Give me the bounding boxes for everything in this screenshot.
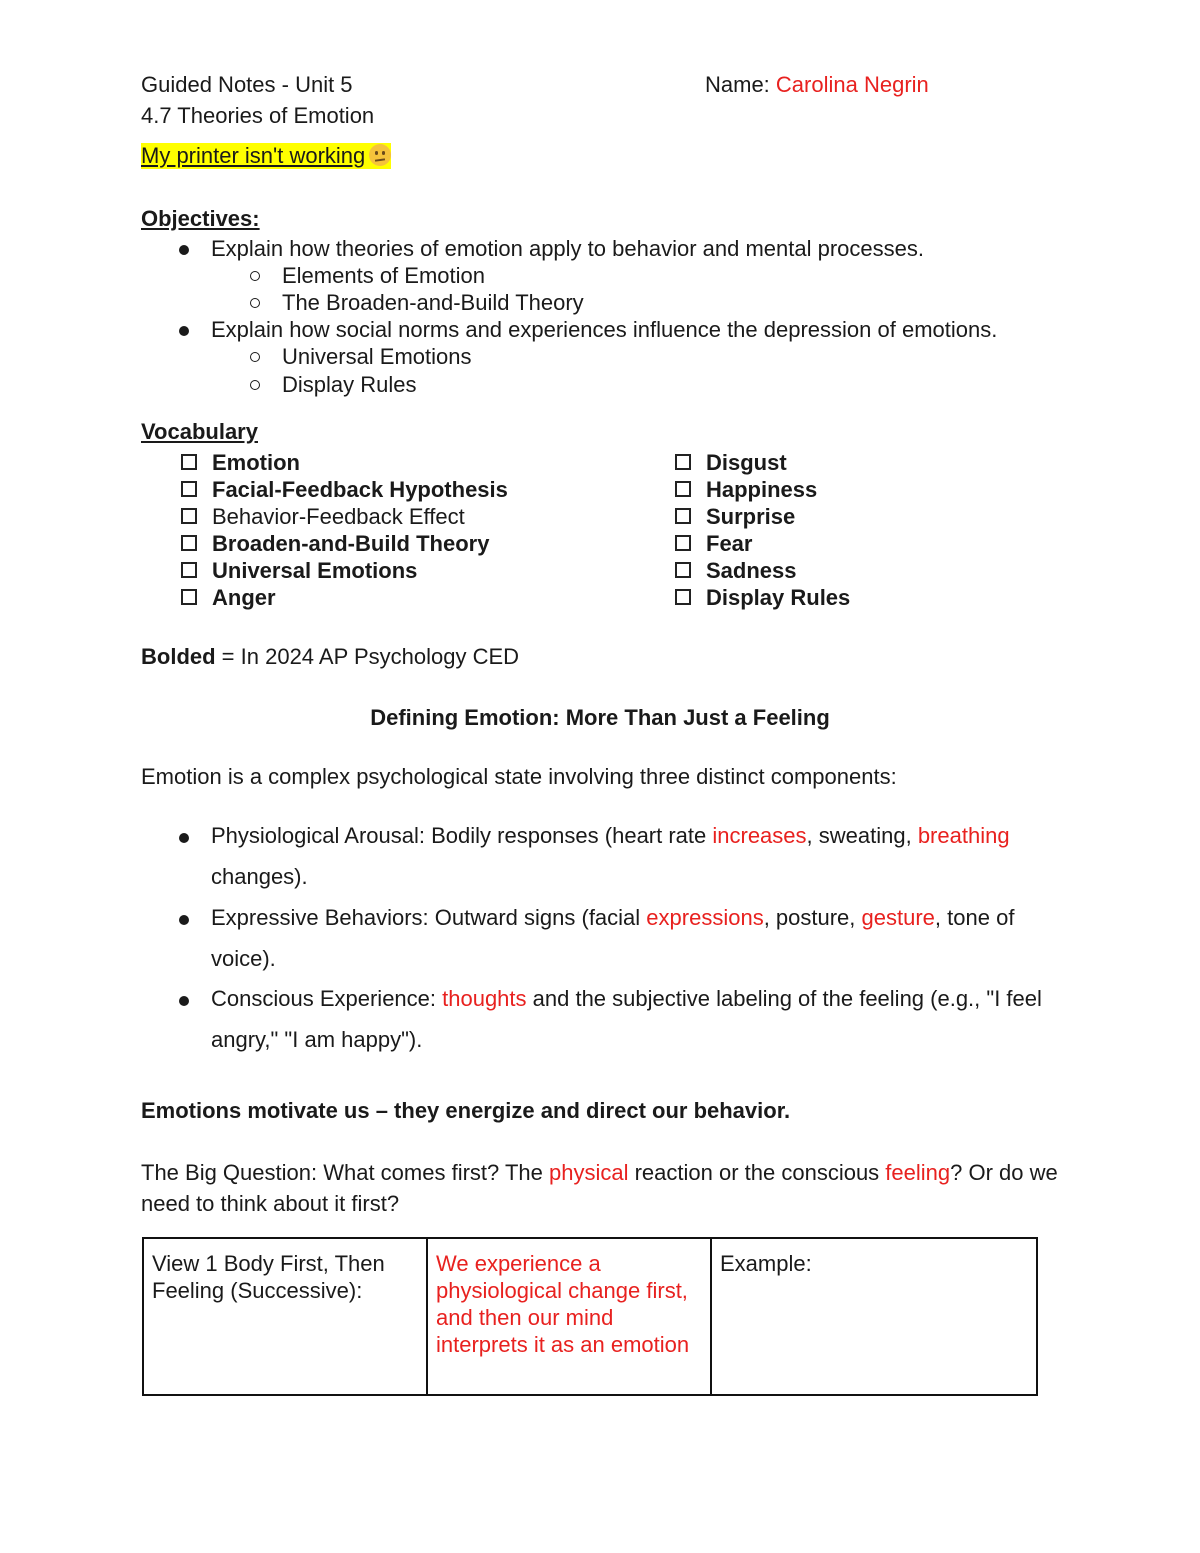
doc-subtitle: 4.7 Theories of Emotion [141,103,375,128]
view-label-cell: View 1 Body First, Then Feeling (Successive): [143,1238,427,1395]
bullet-icon [179,833,189,843]
bullet-icon [179,915,189,925]
vocab-checkbox[interactable] [675,589,691,605]
vocab-term: Display Rules [706,585,851,610]
question-text: ? Or do we need to think about it first? [141,1160,1058,1216]
answer-text: breathing [917,823,1010,848]
vocab-term: Anger [212,585,276,610]
sub-bullet-icon [250,352,260,362]
component-item [211,815,1061,897]
vocab-term: Disgust [706,450,787,475]
vocab-checkbox[interactable] [181,589,197,605]
vocabulary-heading: Vocabulary [141,419,258,444]
answer-text: increases [712,823,807,848]
name-label: Name: [705,72,770,97]
bold-legend [141,644,519,670]
vocab-term: Behavior-Feedback Effect [212,504,465,529]
component-text: Expressive Behaviors: Outward signs (facial [211,905,647,930]
answer-text: feeling [885,1160,951,1185]
component-item [211,978,1061,1060]
vocab-term: Facial-Feedback Hypothesis [212,477,508,502]
vocab-checkbox[interactable] [181,535,197,551]
component-text: , posture, [763,905,862,930]
table-row [143,1238,1037,1395]
vocab-checkbox[interactable] [181,454,197,470]
sub-bullet-icon [250,298,260,308]
objective-subitem: The Broaden-and-Build Theory [282,290,584,315]
bullet-icon [179,245,189,255]
section-heading: Defining Emotion: More Than Just a Feeling [370,705,830,730]
bullet-icon [179,326,189,336]
name-field [705,72,929,98]
component-text: and the subjective labeling of the feeling (e.g., "I feel angry," "I am happy"). [211,986,1042,1052]
objective-item: Explain how theories of emotion apply to behavior and mental processes. [211,236,924,261]
answer-text: expressions [646,905,764,930]
vocab-checkbox[interactable] [675,454,691,470]
vocab-term: Universal Emotions [212,558,418,583]
vocab-checkbox[interactable] [675,508,691,524]
vocab-checkbox[interactable] [181,481,197,497]
sub-bullet-icon [250,271,260,281]
view-description-cell: We experience a physiological change first, and then our mind interprets it as an emotion [427,1238,711,1395]
confused-face-icon [369,144,391,166]
section-intro: Emotion is a complex psychological state involving three distinct components: [141,764,897,789]
objective-subitem: Display Rules [282,372,417,397]
vocab-checkbox[interactable] [181,508,197,524]
bold-legend-text: = In 2024 AP Psychology CED [215,644,520,669]
vocab-checkbox[interactable] [675,535,691,551]
bullet-icon [179,996,189,1006]
vocab-term: Broaden-and-Build Theory [212,531,490,556]
component-text: Conscious Experience: [211,986,443,1011]
component-text: Physiological Arousal: Bodily responses (heart rate [211,823,713,848]
question-text: reaction or the conscious [628,1160,886,1185]
vocab-term: Sadness [706,558,797,583]
motivation-statement: Emotions motivate us – they energize and direct our behavior. [141,1098,791,1123]
question-text: The Big Question: What comes first? The [141,1160,549,1185]
printer-note-text: My printer isn't working [141,143,366,168]
vocab-term: Happiness [706,477,818,502]
objective-item: Explain how social norms and experiences influence the depression of emotions. [211,317,998,342]
objective-subitem: Elements of Emotion [282,263,485,288]
doc-title: Guided Notes - Unit 5 [141,72,353,97]
objective-subitem: Universal Emotions [282,344,472,369]
sub-bullet-icon [250,380,260,390]
vocab-term: Fear [706,531,753,556]
answer-text: physical [549,1160,629,1185]
example-cell[interactable]: Example: [711,1238,1037,1395]
printer-note [141,143,391,169]
vocab-checkbox[interactable] [181,562,197,578]
component-text: , tone of voice). [211,905,1015,971]
vocab-checkbox[interactable] [675,481,691,497]
vocab-term: Surprise [706,504,796,529]
answer-text: thoughts [442,986,527,1011]
component-text: , sweating, [806,823,918,848]
name-value: Carolina Negrin [775,72,929,97]
bold-legend-label: Bolded [141,644,216,669]
vocab-checkbox[interactable] [675,562,691,578]
big-question [141,1157,1061,1219]
objectives-heading: Objectives: [141,206,260,231]
component-text: changes). [211,864,308,889]
component-item [211,897,1061,979]
vocab-term: Emotion [212,450,300,475]
theory-table [142,1237,1038,1396]
answer-text: gesture [861,905,935,930]
